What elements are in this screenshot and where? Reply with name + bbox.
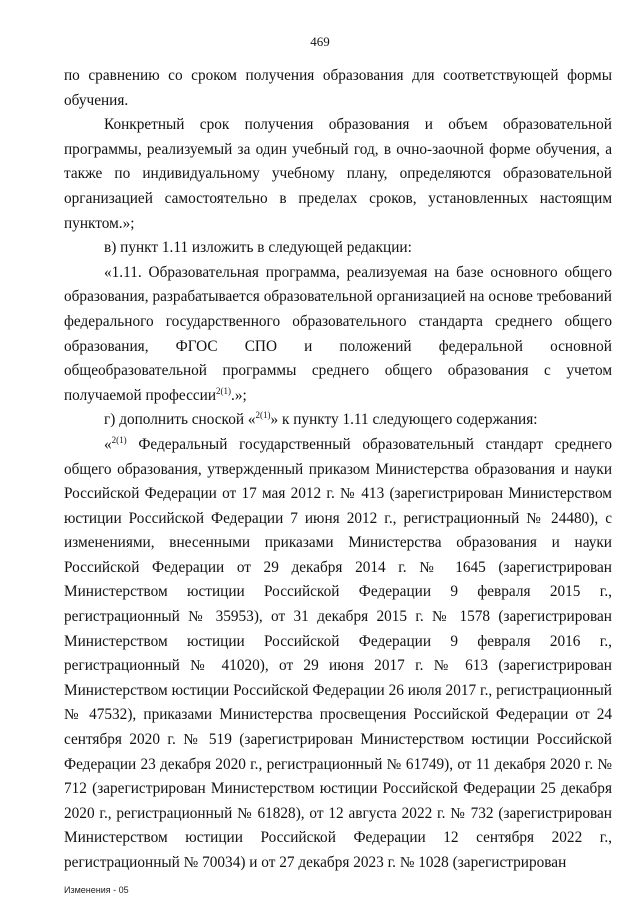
paragraph-footnote-text bbox=[64, 433, 612, 876]
document-body bbox=[64, 64, 612, 876]
footnote-ref: 2(1) bbox=[216, 385, 232, 396]
footer-revision: Изменения - 05 bbox=[64, 885, 129, 895]
footnote-marker: 2(1) bbox=[111, 434, 127, 445]
paragraph-1-11 bbox=[64, 261, 612, 409]
paragraph-item-g bbox=[64, 408, 612, 433]
footnote-ref: 2(1) bbox=[255, 410, 271, 421]
paragraph-item-g-start: г) дополнить сноской « bbox=[104, 411, 256, 429]
paragraph-1-11-end: .»; bbox=[231, 386, 247, 404]
paragraph-1-11-text: «1.11. Образовательная программа, реализуемая на базе основного общего образования, разрабатывается образовательной организацией на основе требований федерального государственного образовательного стандарта среднего общего образования, ФГОС СПО и положений федеральной основной общеобразовательной программы среднего общего образования с учетом получаемой профессии bbox=[64, 263, 612, 404]
page-number: 469 bbox=[310, 34, 330, 49]
footnote-open-quote: « bbox=[104, 435, 112, 453]
paragraph-duration: Конкретный срок получения образования и объем образовательной программы, реализуемый за один учебный год, в очно-заочной форме обучения, а также по индивидуальному учебному плану, определяются образовательной организацией самостоятельно в пределах сроков, установленных настоящим пунктом.»; bbox=[64, 116, 612, 232]
paragraph-item-v: в) пункт 1.11 изложить в следующей редакции: bbox=[104, 239, 412, 257]
paragraph-continuation: по сравнению со сроком получения образования для соответствующей формы обучения. bbox=[64, 67, 612, 109]
footnote-body: Федеральный государственный образовательный стандарт среднего общего образования, утвержденный приказом Министерства образования и науки Российской Федерации от 17 мая 2012 г. № 413 (зарегистрирован Министерством юстиции Российской Федерации 7 июня 2012 г., регистрационный № 24480), с изменениями, внесенными приказами Министерства образования и науки Российской Федерации от 29 декабря 2014 г. № 1645 (зарегистрирован Министерством юстиции Российской Федерации 9 февраля 2015 г., регистрационный № 35953), от 31 декабря 2015 г. № 1578 (зарегистрирован Министерством юстиции Российской Федерации 9 февраля 2016 г., регистрационный № 41020), от 29 июня 2017 г. № 613 (зарегистрирован Министерством юстиции Российской Федерации 26 июля 2017 г., регистрационный № 47532), приказами Министерства просвещения Российской Федерации от 24 сентября 2020 г. № 519 (зарегистрирован Министерством юстиции Российской Федерации 23 декабря 2020 г., регистрационный № 61749), от 11 декабря 2020 г. № 712 (зарегистрирован Министерством юстиции Российской Федерации 25 декабря 2020 г., регистрационный № 61828), от 12 августа 2022 г. № 732 (зарегистрирован Министерством юстиции Российской Федерации 12 сентября 2022 г., регистрационный № 70034) и от 27 декабря 2023 г. № 1028 (зарегистрирован bbox=[64, 435, 612, 871]
paragraph-item-g-end: » к пункту 1.11 следующего содержания: bbox=[270, 411, 538, 429]
